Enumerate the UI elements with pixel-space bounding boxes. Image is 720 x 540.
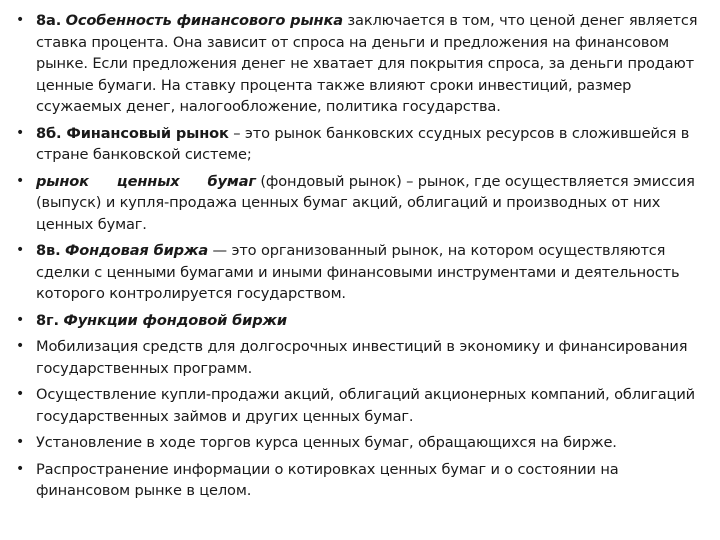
bullet-dot-icon: • [16, 172, 25, 189]
bullet-label: 8б. Финансовый рынок [36, 124, 229, 142]
bullet-term-word: ценных [116, 172, 180, 190]
bullet-term-word: бумаг [207, 172, 256, 190]
bullet-text: — это организованный рынок, на котором осуществляются сделки с ценными бумагами и иными финансовыми инструментами и деятельность которого контролируется государством. [36, 242, 680, 302]
bullet-text: – это рынок банковских ссудных ресурсов в сложившейся в стране банковской системе; [36, 124, 690, 163]
bullet-text: (фондовый рынок) – рынок, где осуществляется эмиссия (выпуск) и купля-продажа ценных бумаг акций, облигаций и производных от них ценных бумаг. [36, 172, 695, 233]
bullet-text: Распространение информации о котировках ценных бумаг и о состоянии на финансовом рынке в целом. [36, 460, 619, 499]
bullet-label: 8в. [36, 242, 61, 259]
bullet-term: Фондовая биржа [64, 242, 209, 259]
bullet-dot-icon: • [16, 386, 25, 402]
bullet-8b-financial-market [14, 123, 698, 166]
bullet-text: заключается в том, что ценой денег является ставка процента. Она зависит от спроса на деньги и предложения на финансовом рынке. Если предложения денег не хватает для покрытия спроса, за деньги продают ценные бумаги. На ставку процента также влияют сроки инвестиций, размер ссужаемых денег, налогообложение, политика государства. [36, 12, 698, 115]
bullet-dot-icon: • [16, 338, 25, 354]
bullet-dot-icon: • [16, 12, 25, 28]
bullet-text: Осуществление купли-продажи акций, облигаций акционерных компаний, облигаций государственных займов и других ценных бумаг. [36, 386, 695, 425]
bullet-8v-stock-exchange [14, 240, 698, 305]
bullet-term: Функции фондовой биржи [63, 311, 287, 329]
bullet-list [14, 10, 698, 502]
bullet-function-trading [14, 384, 698, 427]
bullet-label: 8а. [36, 12, 62, 29]
bullet-dot-icon: • [16, 242, 25, 258]
bullet-function-mobilization [14, 336, 698, 379]
bullet-label: 8г. [36, 311, 59, 329]
bullet-function-information [14, 459, 698, 502]
bullet-term: Особенность финансового рынка [65, 12, 343, 29]
bullet-dot-icon: • [16, 434, 25, 450]
bullet-text: Установление в ходе торгов курса ценных бумаг, обращающихся на бирже. [36, 434, 617, 451]
bullet-term-word: рынок [36, 172, 89, 190]
bullet-8a-feature [14, 10, 698, 118]
bullet-8g-functions [14, 310, 698, 332]
bullet-text: Мобилизация средств для долгосрочных инвестиций в экономику и финансирования государственных программ. [36, 338, 688, 377]
bullet-dot-icon: • [16, 311, 25, 328]
bullet-function-pricing [14, 432, 698, 454]
bullet-securities-market [14, 171, 698, 236]
bullet-dot-icon: • [16, 460, 25, 477]
bullet-dot-icon: • [16, 124, 25, 141]
